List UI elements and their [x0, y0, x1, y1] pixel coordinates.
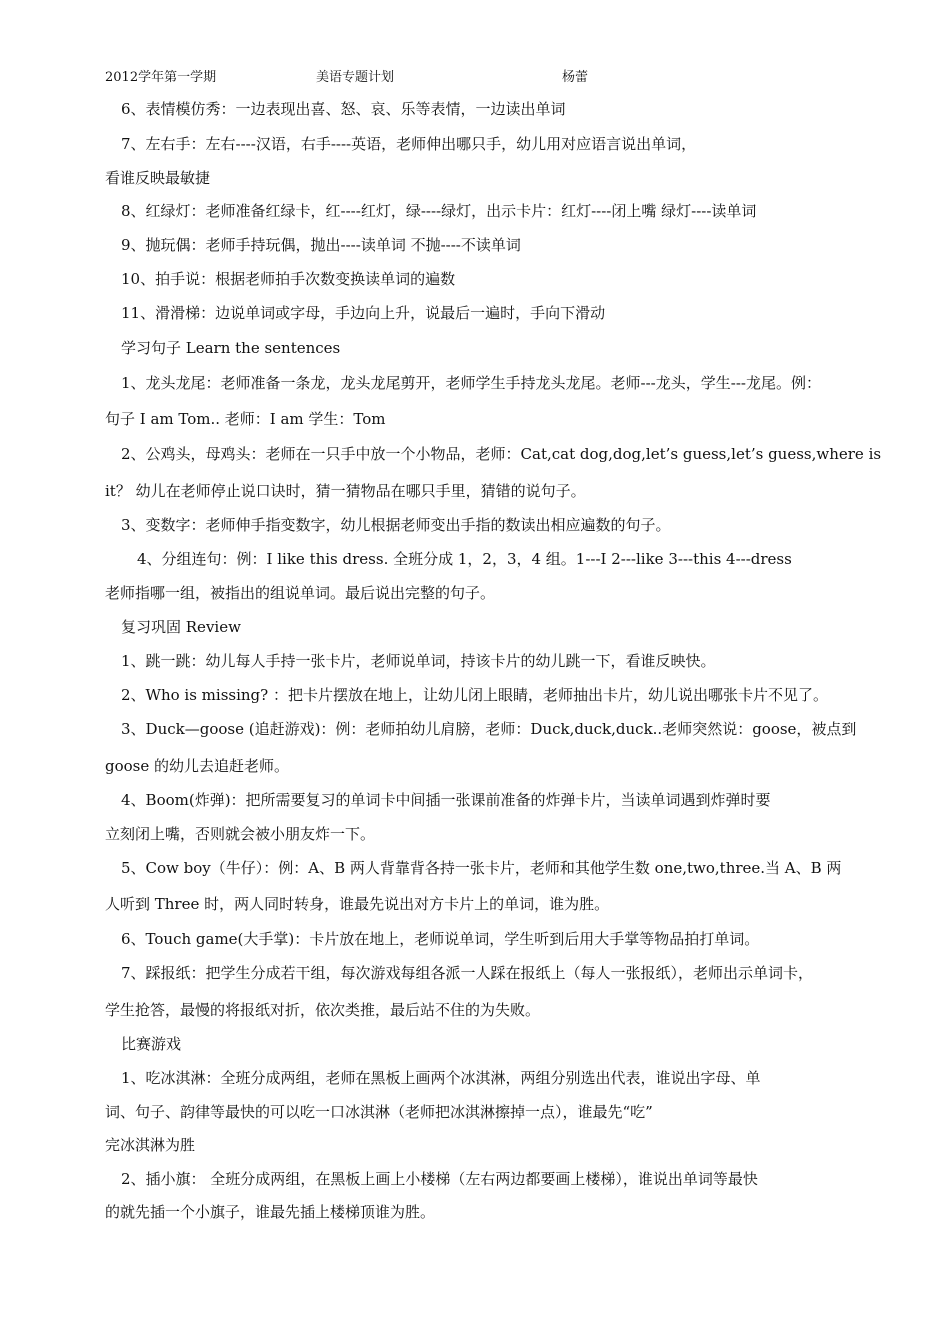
competition-item-1: 1、吃冰淇淋：全班分成两组，老师在黑板上画两个冰淇淋，两组分别选出代表，谁说出字母、单 [121, 1069, 761, 1087]
review-item-2: 2、Who is missing? ：把卡片摆放在地上，让幼儿闭上眼睛，老师抽出卡片，幼儿说出哪张卡片不见了。 [121, 686, 828, 704]
review-item-3: 3、Duck—goose (追赶游戏)：例：老师拍幼儿肩膀，老师：Duck,duck,duck..老师突然说：goose，被点到 [121, 720, 857, 738]
game-item-6: 6、表情模仿秀：一边表现出喜、怒、哀、乐等表情，一边读出单词 [121, 100, 566, 118]
sentence-item-1: 1、龙头龙尾：老师准备一条龙，龙头龙尾剪开，老师学生手持龙头龙尾。老师---龙头，学生---龙尾。例： [121, 374, 821, 392]
sentence-item-3: 3、变数字：老师伸手指变数字，幼儿根据老师变出手指的数读出相应遍数的句子。 [121, 516, 671, 534]
competition-item-2: 2、插小旗： 全班分成两组，在黑板上画上小楼梯（左右两边都要画上楼梯），谁说出单词等最快 [121, 1170, 758, 1188]
review-item-4: 4、Boom(炸弹)：把所需要复习的单词卡中间插一张课前准备的炸弹卡片，当读单词遇到炸弹时要 [121, 791, 771, 809]
game-item-7-cont: 看谁反映最敏捷 [105, 169, 211, 187]
review-item-4-cont: 立刻闭上嘴，否则就会被小朋友炸一下。 [105, 825, 376, 843]
competition-item-1-cont: 词、句子、韵律等最快的可以吃一口冰淇淋（老师把冰淇淋擦掉一点），谁最先“吃” [105, 1103, 653, 1121]
game-item-11: 11、滑滑梯：边说单词或字母，手边向上升，说最后一遍时，手向下滑动 [121, 304, 606, 322]
review-item-1: 1、跳一跳：幼儿每人手持一张卡片，老师说单词，持该卡片的幼儿跳一下，看谁反映快。 [121, 652, 716, 670]
sentence-item-2-cont: it？ 幼儿在老师停止说口诀时，猜一猜物品在哪只手里，猜错的说句子。 [105, 482, 586, 500]
game-item-10: 10、拍手说：根据老师拍手次数变换读单词的遍数 [121, 270, 456, 288]
review-item-7-cont: 学生抢答，最慢的将报纸对折，依次类推，最后站不住的为失败。 [105, 1001, 541, 1019]
header-title: 美语专题计划 [316, 70, 395, 85]
review-item-7: 7、踩报纸：把学生分成若干组，每次游戏每组各派一人踩在报纸上（每人一张报纸），老师出示单词卡， [121, 964, 814, 982]
sentence-item-2: 2、公鸡头，母鸡头：老师在一只手中放一个小物品，老师：Cat,cat dog,dog,let’s guess,let’s guess,where is [121, 445, 882, 463]
section-heading-review: 复习巩固 Review [121, 618, 241, 636]
competition-item-1-cont2: 完冰淇淋为胜 [105, 1136, 196, 1154]
game-item-8: 8、红绿灯：老师准备红绿卡，红----红灯，绿----绿灯，出示卡片：红灯----闭上嘴 绿灯----读单词 [121, 202, 757, 220]
sentence-item-4-cont: 老师指哪一组，被指出的组说单词。最后说出完整的句子。 [105, 584, 496, 602]
competition-item-2-cont: 的就先插一个小旗子，谁最先插上楼梯顶谁为胜。 [105, 1203, 436, 1221]
review-item-5-cont: 人听到 Three 时，两人同时转身，谁最先说出对方卡片上的单词，谁为胜。 [105, 895, 610, 913]
header-semester: 2012学年第一学期 [105, 70, 217, 85]
game-item-9: 9、抛玩偶：老师手持玩偶，抛出----读单词 不抛----不读单词 [121, 236, 521, 254]
review-item-5: 5、Cow boy（牛仔）：例：A、B 两人背靠背各持一张卡片，老师和其他学生数 one,two,three.当 A、B 两 [121, 859, 842, 877]
sentence-item-4: 4、分组连句：例：I like this dress. 全班分成 1，2，3，4 组。1---I 2---like 3---this 4---dress [137, 550, 792, 568]
page-header [0, 66, 950, 86]
section-heading-competition: 比赛游戏 [121, 1035, 182, 1053]
game-item-7: 7、左右手：左右----汉语，右手----英语，老师伸出哪只手，幼儿用对应语言说出单词， [121, 135, 697, 153]
review-item-3-cont: goose 的幼儿去追赶老师。 [105, 757, 290, 775]
review-item-6: 6、Touch game(大手掌)：卡片放在地上，老师说单词，学生听到后用大手掌等物品拍打单词。 [121, 930, 760, 948]
sentence-item-1-cont: 句子 I am Tom.. 老师：I am 学生：Tom [105, 410, 386, 428]
header-author: 杨蕾 [562, 70, 589, 85]
section-heading-sentences: 学习句子 Learn the sentences [121, 339, 341, 357]
